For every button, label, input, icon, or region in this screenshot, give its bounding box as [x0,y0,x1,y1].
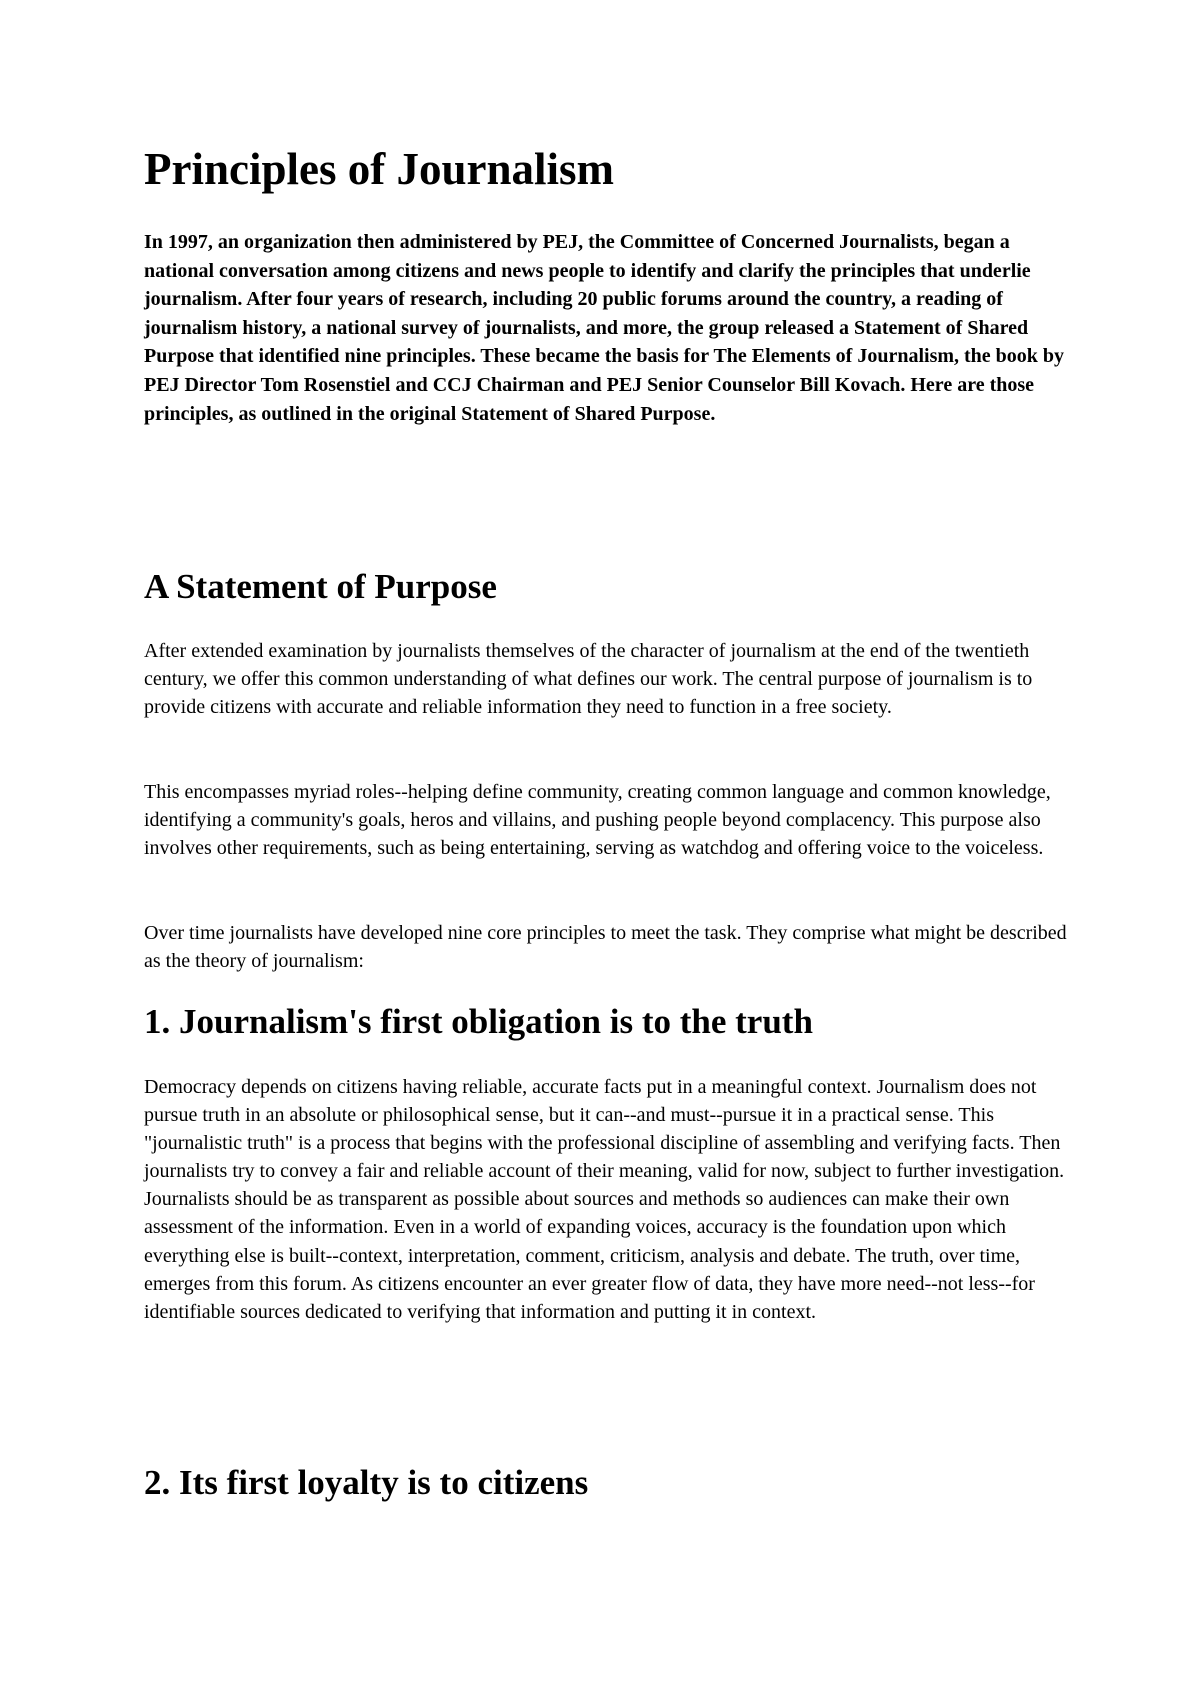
principle-1-paragraph: Democracy depends on citizens having reliable, accurate facts put in a meaningful context. Journalism does not pursue truth in an absolute or philosophical sense, but it can--and must--pursue it in a practical sense. This "journalistic truth" is a process that begins with the professional discipline of assembling and verifying facts. Then journalists try to convey a fair and reliable account of their meaning, valid for now, subject to further investigation. Journalists should be as transparent as possible about sources and methods so audiences can make their own assessment of the information. Even in a world of expanding voices, accuracy is the foundation upon which everything else is built--context, interpretation, comment, criticism, analysis and debate. The truth, over time, emerges from this forum. As citizens encounter an ever greater flow of data, they have more need--not less--for identifiable sources dedicated to verifying that information and putting it in context. [144,1076,1065,1323]
purpose-paragraph-3: Over time journalists have developed nine core principles to meet the task. They comprise what might be described as the theory of journalism: [144,922,1067,973]
purpose-paragraph-2: This encompasses myriad roles--helping define community, creating common language and common knowledge, identifying a community's goals, heros and villains, and pushing people beyond complacency. This purpose also involves other requirements, such as being entertaining, serving as watchdog and offering voice to the voiceless. [144,781,1051,860]
section-heading-principle-2: 2. Its first loyalty is to citizens [144,1463,589,1502]
purpose-paragraph-1: After extended examination by journalists themselves of the character of journalism at the end of the twentieth century, we offer this common understanding of what defines our work. The central purpose of journalism is to provide citizens with accurate and reliable information they need to function in a free society. [144,640,1033,719]
intro-paragraph: In 1997, an organization then administered by PEJ, the Committee of Concerned Journalists, began a national conversation among citizens and news people to identify and clarify the principles that underlie journalism. After four years of research, including 20 public forums around the country, a reading of journalism history, a national survey of journalists, and more, the group released a Statement of Shared Purpose that identified nine principles. These became the basis for The Elements of Journalism, the book by PEJ Director Tom Rosenstiel and CCJ Chairman and PEJ Senior Counselor Bill Kovach. Here are those principles, as outlined in the original Statement of Shared Purpose. [144,231,1065,425]
section-heading-principle-1: 1. Journalism's first obligation is to the truth [144,1002,813,1041]
page-title: Principles of Journalism [144,144,614,194]
section-heading-statement-of-purpose: A Statement of Purpose [144,567,497,606]
